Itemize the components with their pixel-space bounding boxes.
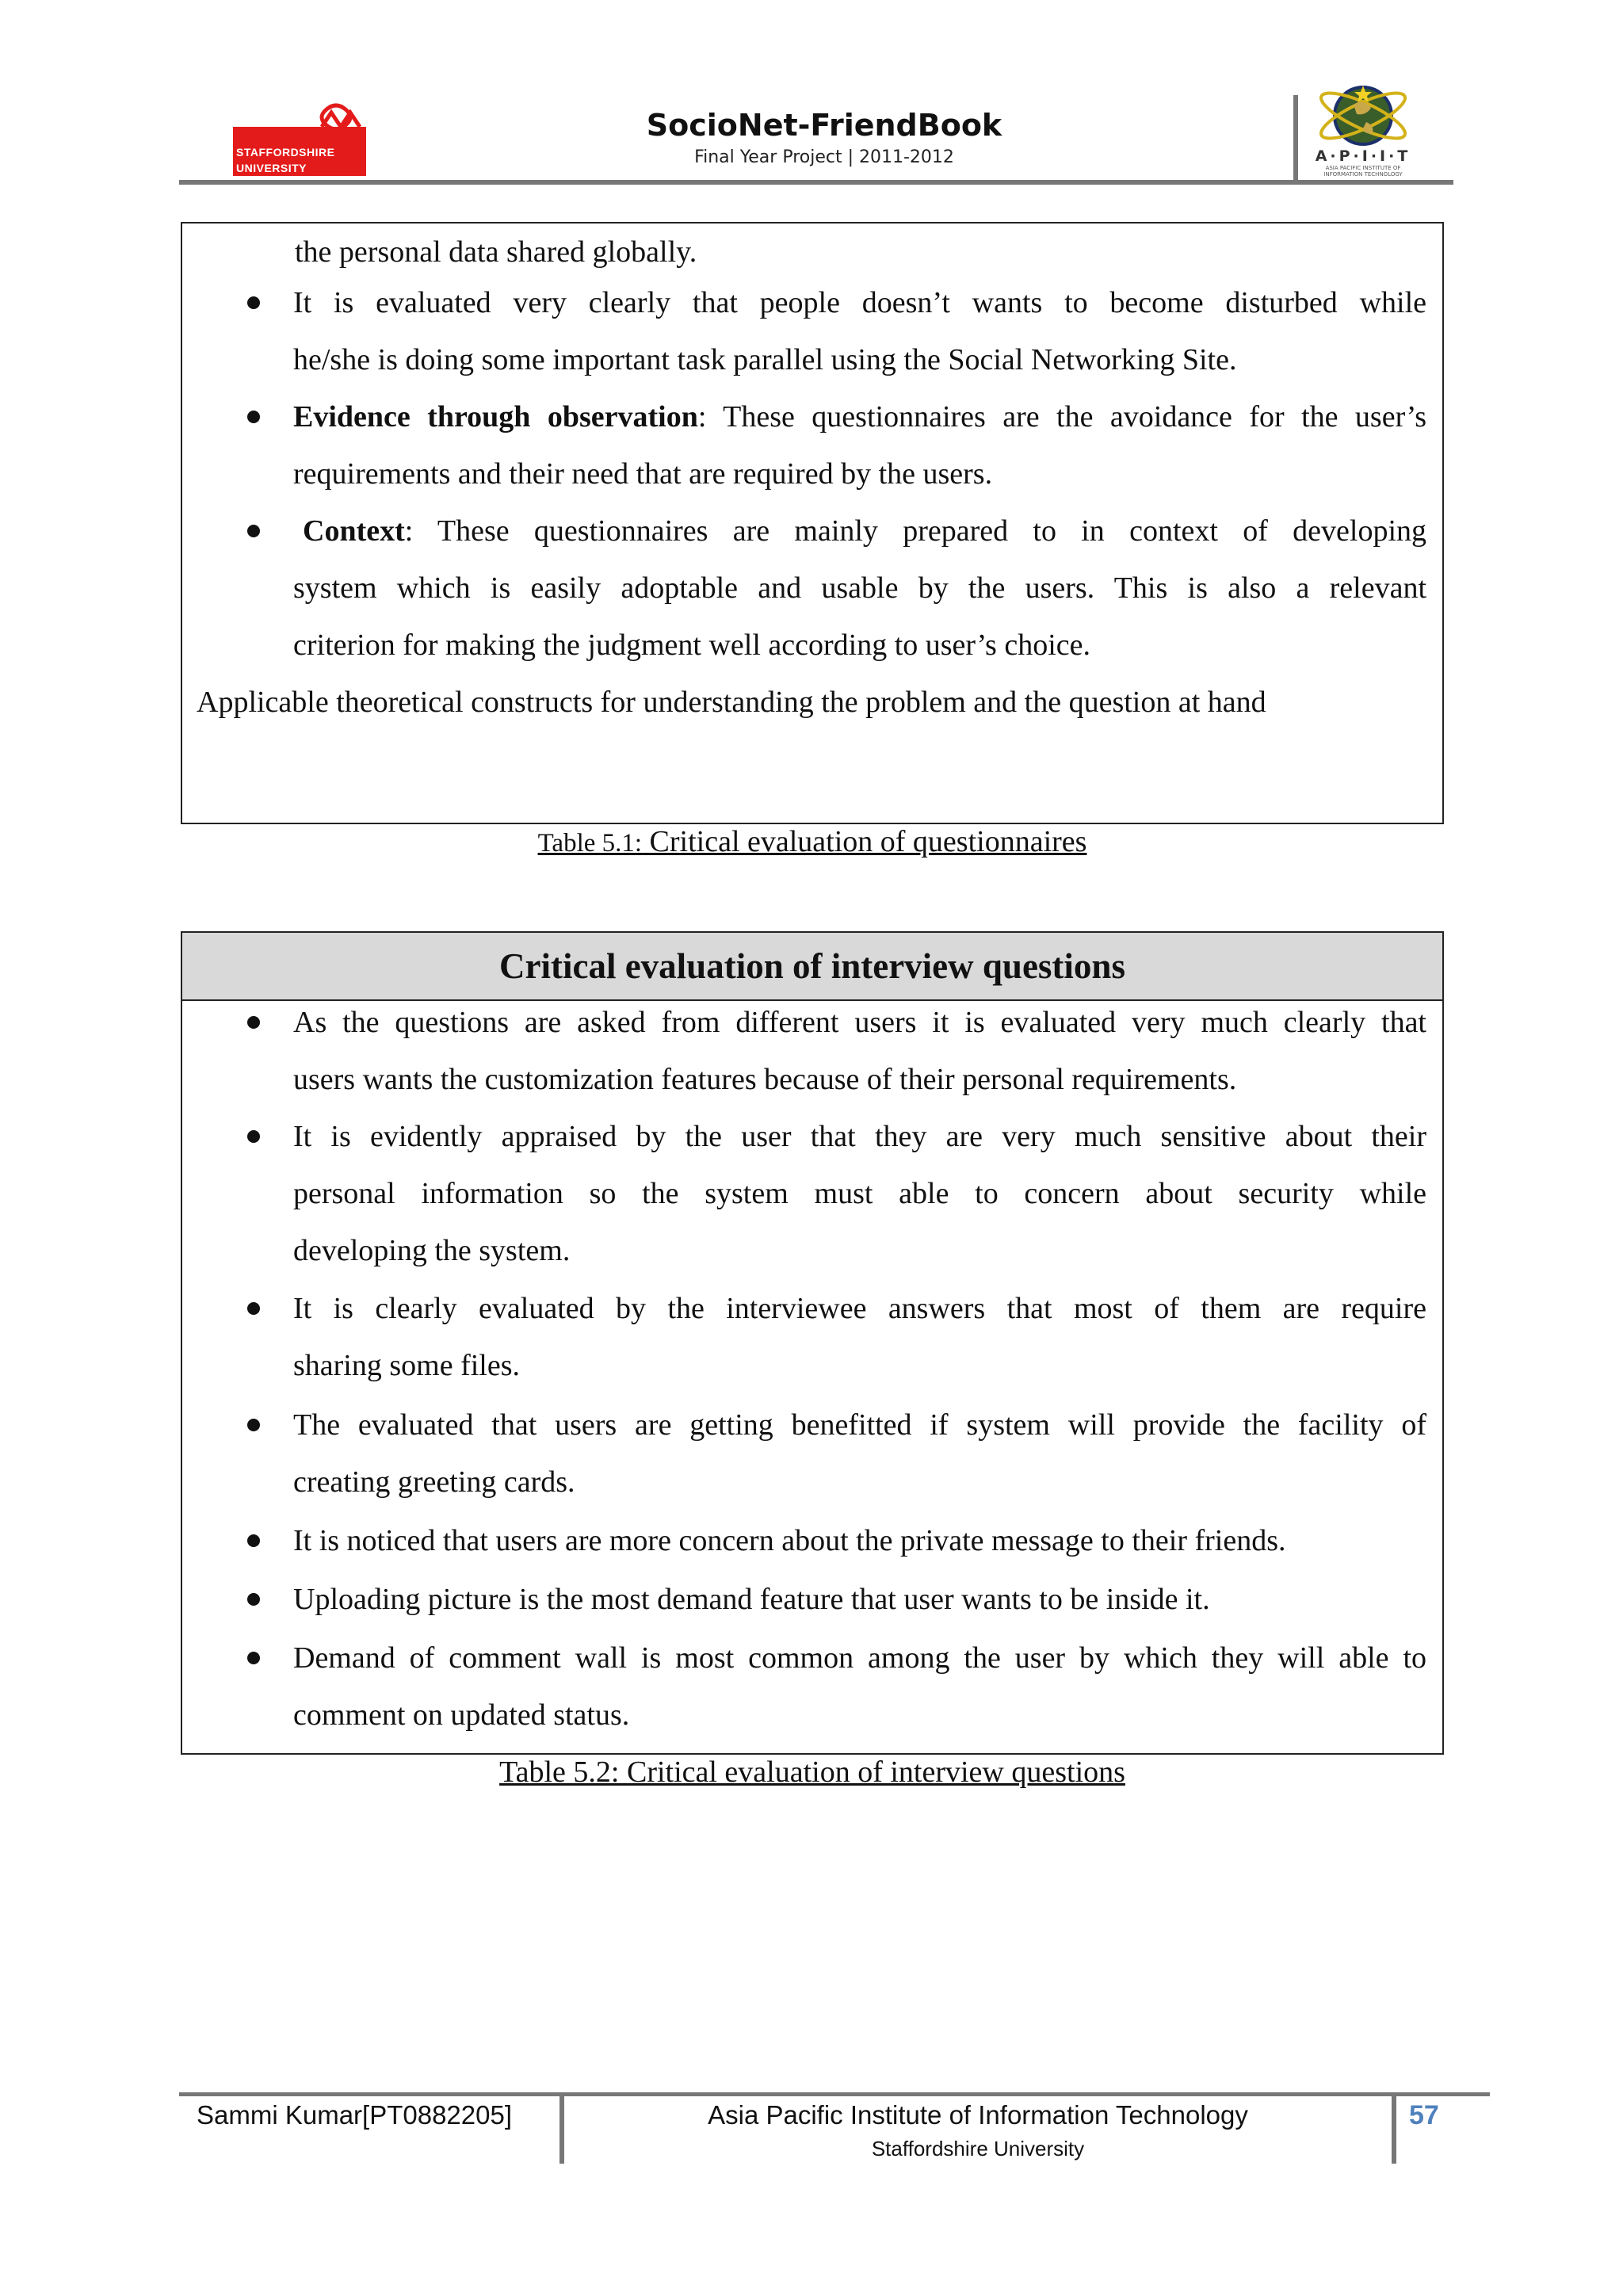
list-item: The evaluated that users are getting benefitted if system will provide the facility of creating greeting cards. [293,1408,1426,1499]
term-evidence-through-observation: Evidence through observation [293,400,698,434]
apiit-logo-text: A·P·I·I·T [1315,147,1411,165]
bullet-icon [247,525,260,537]
term-context: Context [303,514,405,548]
bullet-icon [247,1652,260,1664]
list-item: It is evidently appraised by the user that they are very much sensitive about their personal information so the system must able to concern about security while developing the system. [293,1120,1426,1267]
list-item: Context: These questionnaires are mainly prepared to in context of developing [303,514,1426,548]
list-item: Demand of comment wall is most common among the user by which they will able to comment on updated status. [293,1641,1426,1732]
staffordshire-logo-text: STAFFORDSHIRE UNIVERSITY [233,144,366,176]
list-item: Evidence through observation: These questionnaires are the avoidance for the user’s requirements and their need that are required by the users. [293,400,1426,491]
table-heading: Critical evaluation of interview questions [182,933,1442,1001]
footer-divider [1392,2092,1396,2164]
document-title: SocioNet-FriendBook [646,108,1002,143]
staffordshire-knot-icon [233,103,366,144]
staffordshire-university-logo [233,103,366,176]
apiit-logo-tagline: ASIA PACIFIC INSTITUTE OF INFORMATION TECHNOLOGY [1323,165,1403,178]
page-header [0,0,1623,190]
document-subtitle: Final Year Project | 2011-2012 [694,147,954,167]
table-5-2-caption: Table 5.2: Critical evaluation of interview questions [499,1755,1125,1789]
footer-university: Staffordshire University [871,2137,1085,2160]
bullet-icon [247,1016,260,1029]
bullet-icon [247,1419,260,1431]
continued-line: the personal data shared globally. [295,235,697,269]
list-item: As the questions are asked from different users it is evaluated very much clearly that users wants the customization features because of their personal requirements. [293,1006,1426,1096]
header-rule [179,180,1453,185]
header-divider [1293,95,1298,182]
bullet-icon [247,1130,260,1143]
list-item-continuation: system which is easily adoptable and usable by the users. This is also a relevant criterion for making the judgment well according to user’s choice. [293,571,1426,662]
bullet-icon [247,411,260,423]
list-item: Uploading picture is the most demand feature that user wants to be inside it. [293,1583,1210,1616]
list-item: It is evaluated very clearly that people doesn’t wants to become disturbed while he/she is doing some important task parallel using the Social Networking Site. [293,286,1426,376]
footer-author: Sammi Kumar[PT0882205] [197,2100,513,2130]
list-item: It is clearly evaluated by the interviewee answers that most of them are require sharing some files. [293,1292,1426,1382]
page-number: 57 [1409,2100,1439,2130]
footer-rule [179,2092,1490,2096]
table-5-1-caption: Table 5.1: Critical evaluation of questionnaires [537,825,1087,858]
bullet-icon [247,1534,260,1547]
bullet-icon [247,296,260,309]
closing-line: Applicable theoretical constructs for understanding the problem and the question at hand [197,686,1266,719]
bullet-icon [247,1593,260,1606]
list-item: It is noticed that users are more concern about the private message to their friends. [293,1524,1286,1557]
bullet-icon [247,1302,260,1315]
footer-institute: Asia Pacific Institute of Information Technology [708,2100,1248,2130]
